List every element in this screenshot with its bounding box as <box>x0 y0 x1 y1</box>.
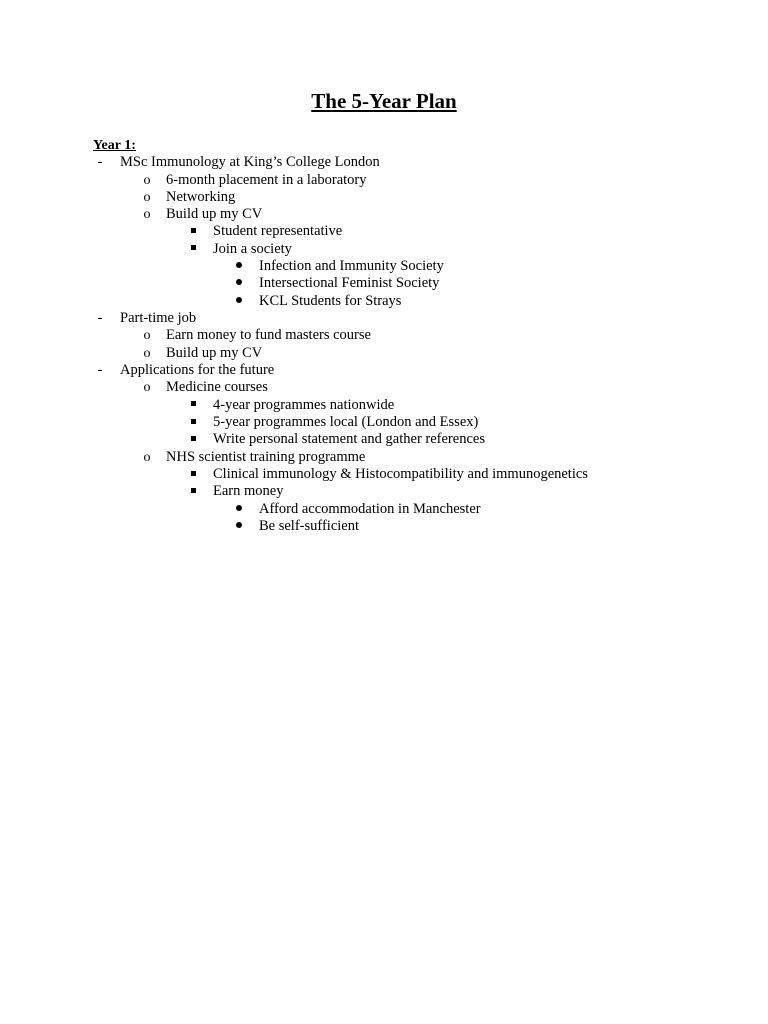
list-item-text: 6-month placement in a laboratory <box>166 171 367 188</box>
dash-bullet: - <box>97 154 103 170</box>
list-item <box>0 310 768 328</box>
circle-outline-bullet: o <box>143 328 151 344</box>
square-bullet-icon <box>186 414 200 431</box>
list-item <box>0 275 768 292</box>
circle-outline-bullet: o <box>143 207 151 223</box>
round-bullet-icon <box>232 518 246 535</box>
list-item <box>0 345 768 362</box>
list-item-text: Part-time job <box>120 309 197 326</box>
list-item <box>0 327 768 344</box>
list-item <box>0 223 768 240</box>
list-item-text: Earn money <box>213 483 284 500</box>
square-bullet-icon <box>186 431 200 448</box>
outline-list <box>0 154 768 535</box>
list-item-text: Student representative <box>213 223 343 240</box>
list-item-text: Afford accommodation in Manchester <box>259 500 481 517</box>
round-bullet-icon <box>232 275 246 292</box>
list-item <box>0 206 768 223</box>
list-item-text: KCL Students for Strays <box>259 292 402 309</box>
list-item <box>0 293 768 310</box>
list-item <box>0 483 768 500</box>
list-item-text: Medicine courses <box>166 379 268 396</box>
round-bullet-icon <box>232 293 246 310</box>
list-item <box>0 449 768 466</box>
square-bullet-icon <box>186 397 200 414</box>
list-item <box>0 241 768 258</box>
list-item-text: Applications for the future <box>120 361 275 378</box>
circle-outline-bullet: o <box>143 172 151 188</box>
list-item <box>0 431 768 448</box>
list-item <box>0 172 768 189</box>
document-title: The 5-Year Plan <box>311 89 457 113</box>
square-bullet-icon <box>186 483 200 500</box>
square-bullet-icon <box>186 466 200 483</box>
list-item-text: Build up my CV <box>166 344 263 361</box>
circle-outline-bullet: o <box>143 345 151 361</box>
circle-outline-bullet: o <box>143 189 151 205</box>
list-item <box>0 414 768 431</box>
list-item-text: Infection and Immunity Society <box>259 257 444 274</box>
list-item-text: Write personal statement and gather references <box>213 431 485 448</box>
circle-outline-bullet: o <box>143 380 151 396</box>
list-item <box>0 379 768 396</box>
list-item-text: MSc Immunology at King’s College London <box>120 154 380 170</box>
list-item <box>0 189 768 206</box>
list-item-text: 5-year programmes local (London and Essex) <box>213 414 479 431</box>
list-item-text: Clinical immunology & Histocompatibility and immunogenetics <box>213 465 588 482</box>
list-item <box>0 362 768 380</box>
dash-bullet: - <box>97 309 103 326</box>
list-item <box>0 397 768 414</box>
square-bullet-icon <box>186 241 200 258</box>
section-heading-year-1: Year 1: <box>93 138 136 153</box>
list-item-text: Intersectional Feminist Society <box>259 275 440 292</box>
list-item <box>0 154 768 172</box>
list-item <box>0 501 768 518</box>
list-item-text: Build up my CV <box>166 206 263 223</box>
round-bullet-icon <box>232 501 246 518</box>
list-item <box>0 258 768 275</box>
list-item-text: Networking <box>166 188 236 205</box>
round-bullet-icon <box>232 258 246 275</box>
list-item-text: NHS scientist training programme <box>166 448 366 465</box>
list-item-text: Join a society <box>213 240 292 257</box>
square-bullet-icon <box>186 223 200 240</box>
circle-outline-bullet: o <box>143 449 151 465</box>
list-item <box>0 466 768 483</box>
list-item-text: 4-year programmes nationwide <box>213 396 395 413</box>
list-item-text: Earn money to fund masters course <box>166 327 371 344</box>
list-item-text: Be self-sufficient <box>259 517 359 534</box>
list-item <box>0 518 768 535</box>
dash-bullet: - <box>97 361 103 378</box>
